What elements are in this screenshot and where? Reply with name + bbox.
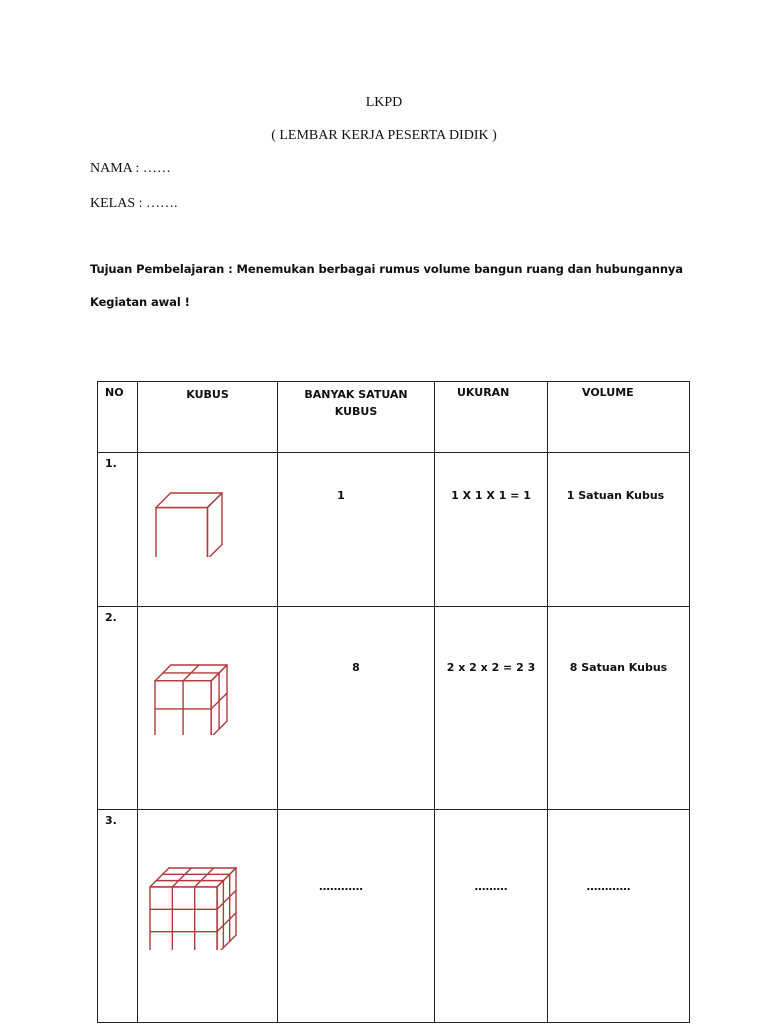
ukuran-value: ………: [474, 880, 508, 893]
header-kubus-cell: [138, 382, 278, 453]
row-no-cell: [98, 607, 138, 810]
table-header-row: [98, 382, 690, 453]
header-no-cell: [98, 382, 138, 453]
ukuran-cell: [435, 607, 548, 810]
kelas-field: KELAS : …….: [90, 196, 178, 211]
kegiatan-awal: Kegiatan awal !: [90, 295, 190, 309]
cube-3-icon: [148, 866, 238, 950]
row-number: 1.: [105, 457, 117, 470]
cube-edge: [172, 868, 191, 887]
cube-2-icon: [153, 663, 229, 735]
document-title: LKPD: [365, 95, 403, 110]
document-subtitle: ( LEMBAR KERJA PESERTA DIDIK ): [271, 128, 497, 143]
header-banyak-line1: BANYAK SATUAN: [304, 388, 408, 401]
banyak-cell: [278, 453, 435, 607]
cube-edge: [156, 493, 171, 508]
cube-edge: [217, 890, 236, 909]
header-volume-cell: [548, 382, 690, 453]
header-no: NO: [105, 386, 124, 399]
cube-edge: [207, 544, 222, 557]
row-number: 2.: [105, 611, 117, 624]
tujuan-pembelajaran: Tujuan Pembelajaran : Menemukan berbagai rumus volume bangun ruang dan hubungannya: [90, 262, 683, 276]
volume-value: 8 Satuan Kubus: [569, 661, 668, 674]
cube-cell: [138, 453, 278, 607]
cube-edge: [217, 868, 236, 887]
header-banyak-cell: [278, 382, 435, 453]
cube-edge: [195, 868, 214, 887]
banyak-cell: [278, 810, 435, 1023]
header-banyak: [278, 386, 434, 420]
row-number: 3.: [105, 814, 117, 827]
table-row: [98, 453, 690, 607]
banyak-cell: [278, 607, 435, 810]
volume-cell: [548, 607, 690, 810]
worksheet-table: [97, 381, 690, 1023]
header-ukuran-cell: [435, 382, 548, 453]
nama-field: NAMA : ……: [90, 161, 171, 176]
cube-edge: [207, 493, 222, 508]
cube-edge: [150, 868, 169, 887]
cube-1-icon: [154, 491, 224, 557]
volume-value: …………: [586, 880, 631, 893]
table-row: [98, 607, 690, 810]
cube-edge: [217, 913, 236, 932]
header-kubus: KUBUS: [186, 388, 229, 401]
row-no-cell: [98, 810, 138, 1023]
header-banyak-line2: KUBUS: [334, 405, 378, 418]
banyak-value: 8: [352, 661, 360, 674]
table-row: [98, 810, 690, 1023]
cube-cell: [138, 607, 278, 810]
volume-cell: [548, 810, 690, 1023]
ukuran-cell: [435, 453, 548, 607]
volume-cell: [548, 453, 690, 607]
cube-cell: [138, 810, 278, 1023]
ukuran-value: 2 x 2 x 2 = 2 3: [446, 661, 536, 674]
ukuran-cell: [435, 810, 548, 1023]
cube-edge: [217, 935, 236, 950]
banyak-value: 1: [337, 489, 345, 502]
header-ukuran: UKURAN: [457, 386, 510, 399]
header-volume: VOLUME: [582, 386, 634, 399]
banyak-value: …………: [319, 880, 363, 893]
ukuran-value: 1 X 1 X 1 = 1: [451, 489, 531, 502]
volume-value: 1 Satuan Kubus: [566, 489, 665, 502]
row-no-cell: [98, 453, 138, 607]
